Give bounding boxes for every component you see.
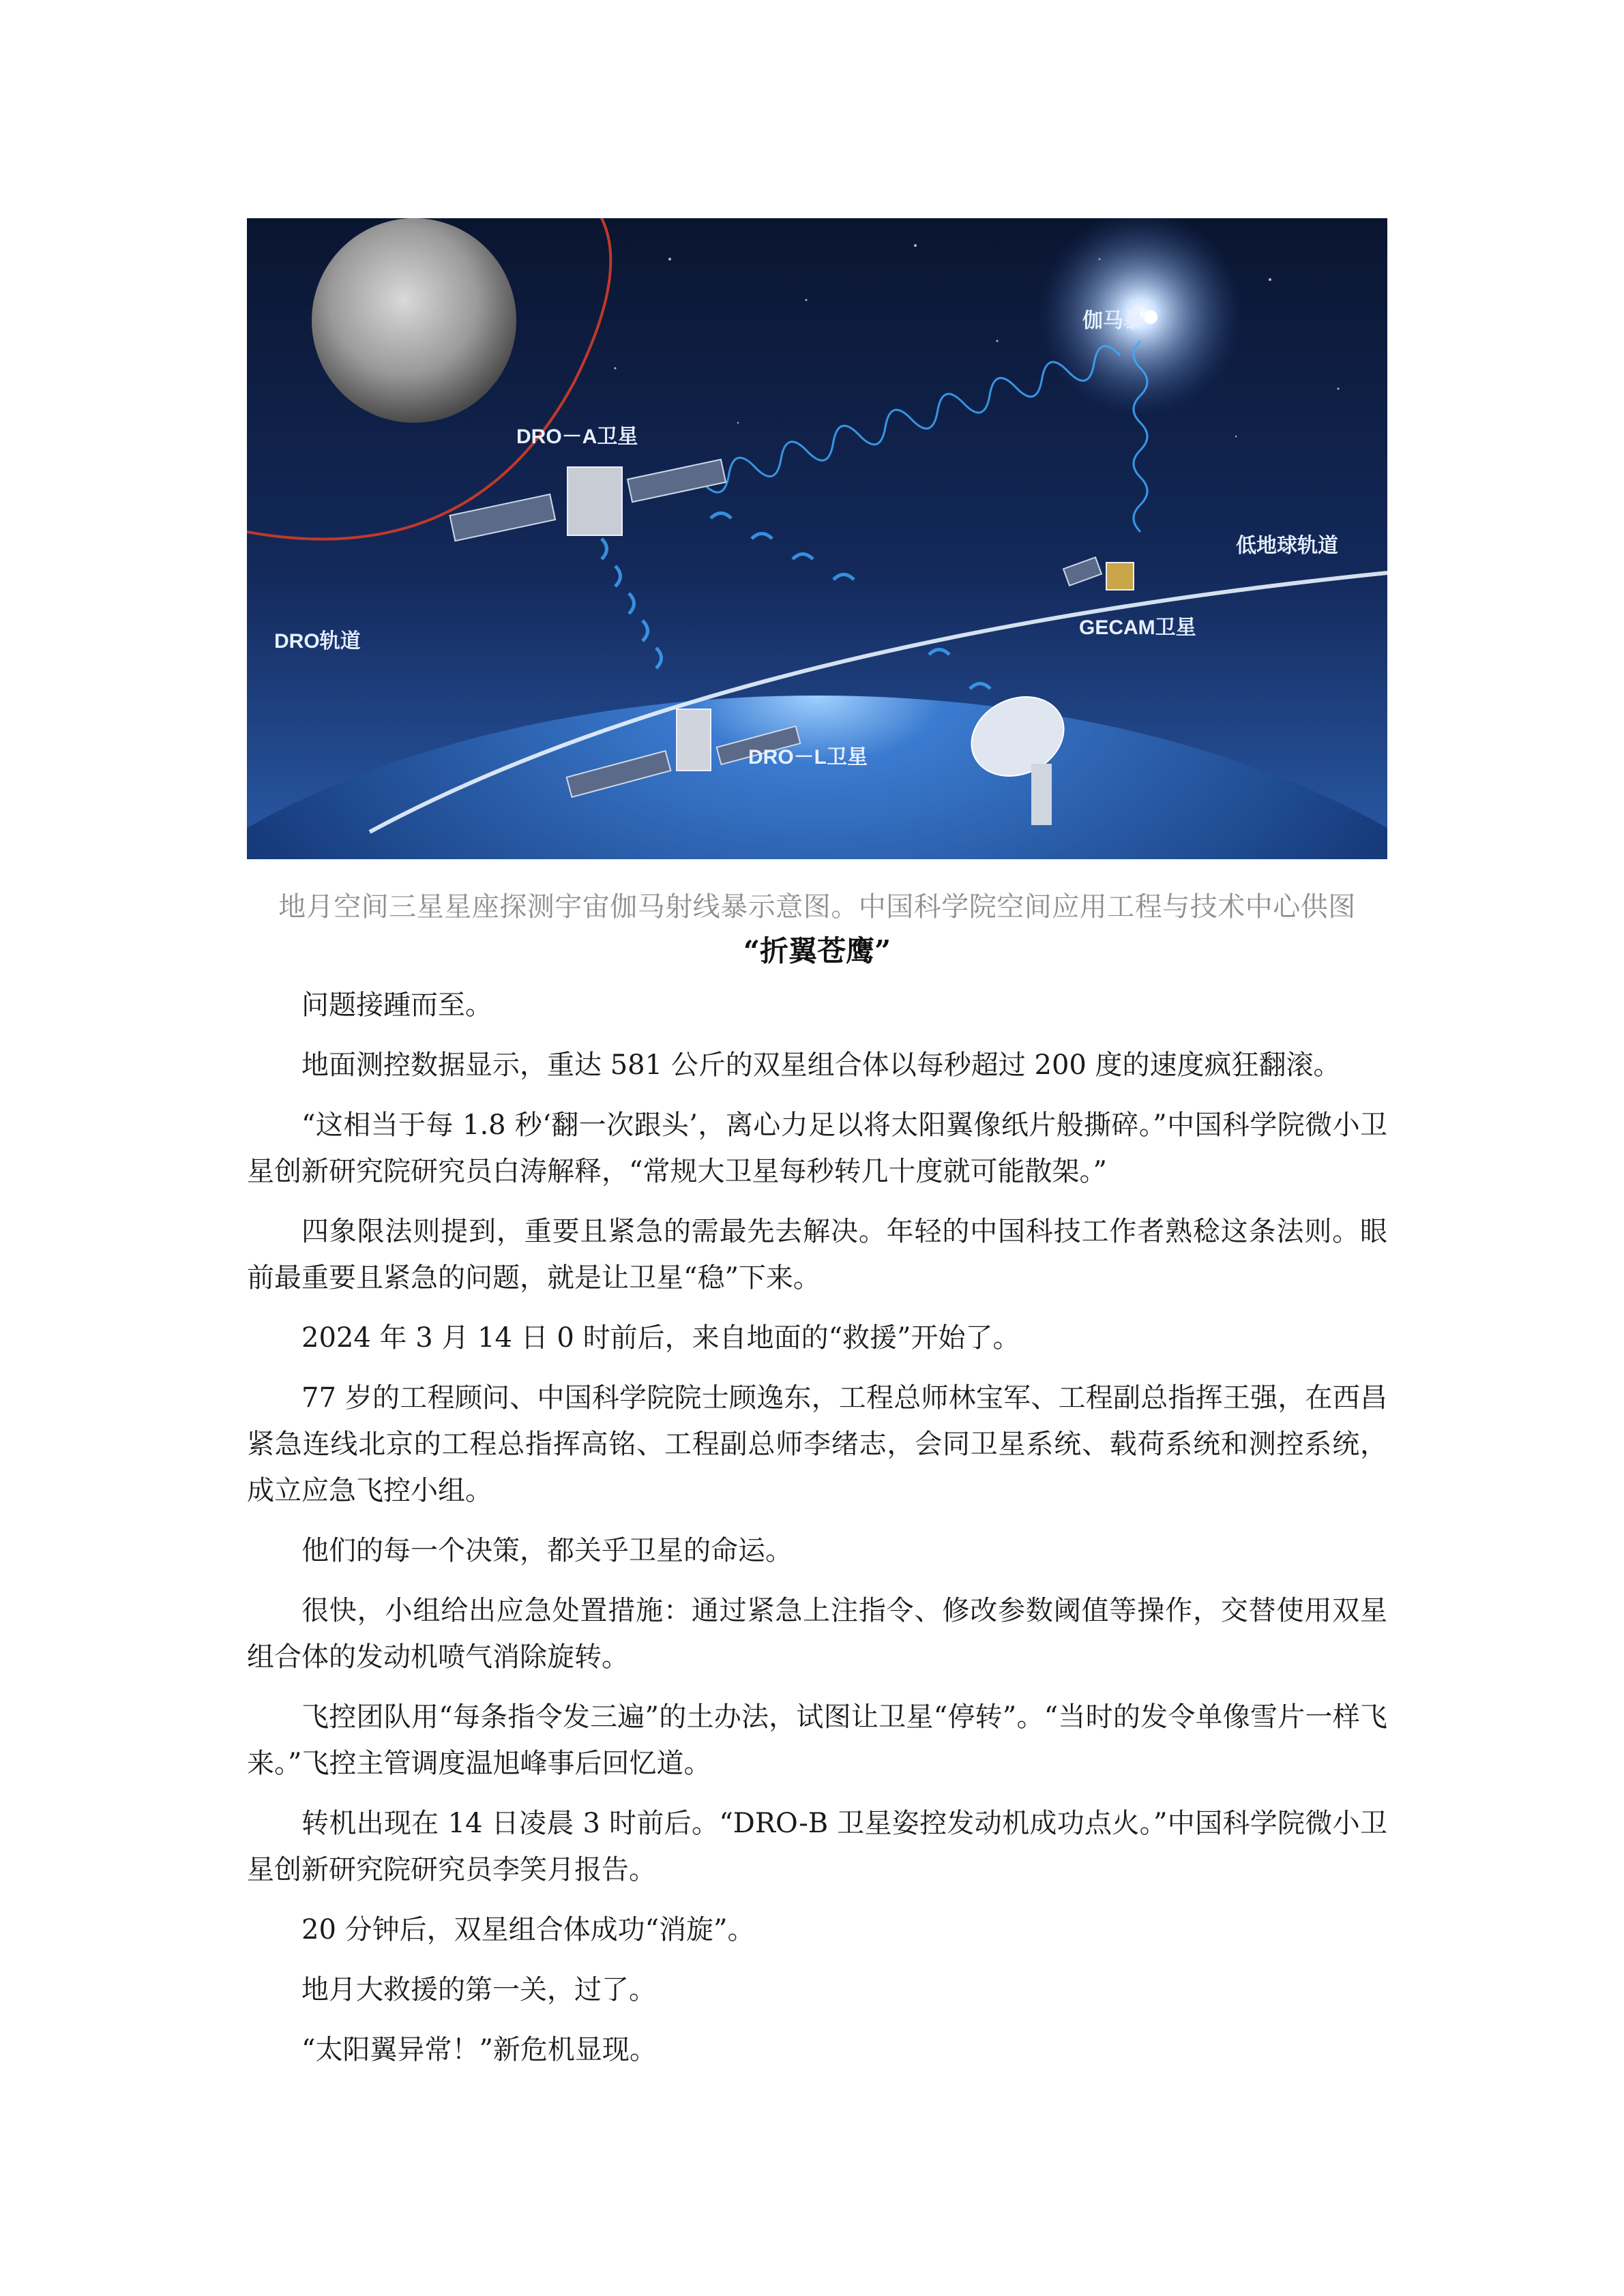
paragraph: “这相当于每 1.8 秒‘翻一次跟头’，离心力足以将太阳翼像纸片般撕碎。”中国科学院微小卫星创新研究院研究员白涛解释，“常规大卫星每秒转几十度就可能散架。” [247,1109,1387,1187]
space-illustration [247,218,1387,859]
illustration-figure [247,218,1387,859]
article-body [247,982,1387,2087]
paragraph: 问题接踵而至。 [301,989,492,1021]
paragraph: 20 分钟后，双星组合体成功“消旋”。 [301,1914,755,1945]
paragraph: 飞控团队用“每条指令发三遍”的土办法，试图让卫星“停转”。“当时的发令单像雪片一样飞来。”飞控主管调度温旭峰事后回忆道。 [247,1701,1387,1779]
section-title: “折翼苍鹰” [743,934,891,968]
label-dro-orbit: DRO轨道 [274,630,361,653]
paragraph: 他们的每一个决策，都关乎卫星的命运。 [301,1535,793,1566]
paragraph: 77 岁的工程顾问、中国科学院院士顾逸东，工程总师林宝军、工程副总指挥王强，在西昌紧急连线北京的工程总指挥高铭、工程副总师李绪志，会同卫星系统、载荷系统和测控系统，成立应急飞控小组。 [247,1382,1387,1506]
label-low-earth-orbit: 低地球轨道 [1236,535,1338,557]
label-dro-l: DRO－L卫星 [748,746,868,769]
figure-caption: 地月空间三星星座探测宇宙伽马射线暴示意图。中国科学院空间应用工程与技术中心供图 [278,891,1356,923]
gamma-burst-core [1144,310,1157,324]
paragraph: 四象限法则提到，重要且紧急的需最先去解决。年轻的中国科技工作者熟稔这条法则。眼前最重要且紧急的问题，就是让卫星“稳”下来。 [247,1216,1387,1294]
paragraph: 很快，小组给出应急处置措施：通过紧急上注指令、修改参数阈值等操作，交替使用双星组合体的发动机喷气消除旋转。 [247,1595,1387,1673]
label-gamma-burst: 伽马暴 [1082,310,1144,332]
paragraph: “太阳翼异常！”新危机显现。 [301,2034,657,2066]
paragraph: 地月大救援的第一关，过了。 [301,1974,656,2006]
paragraph: 转机出现在 14 日凌晨 3 时前后。“DRO-B 卫星姿控发动机成功点火。”中国科学院微小卫星创新研究院研究员李笑月报告。 [247,1808,1387,1885]
label-gecam: GECAM卫星 [1079,616,1196,639]
moon [312,218,516,423]
paragraph: 2024 年 3 月 14 日 0 时前后，来自地面的“救援”开始了。 [301,1322,1020,1354]
label-dro-a: DRO－A卫星 [516,426,638,448]
paragraph: 地面测控数据显示，重达 581 公斤的双星组合体以每秒超过 200 度的速度疯狂翻滚。 [301,1049,1341,1081]
